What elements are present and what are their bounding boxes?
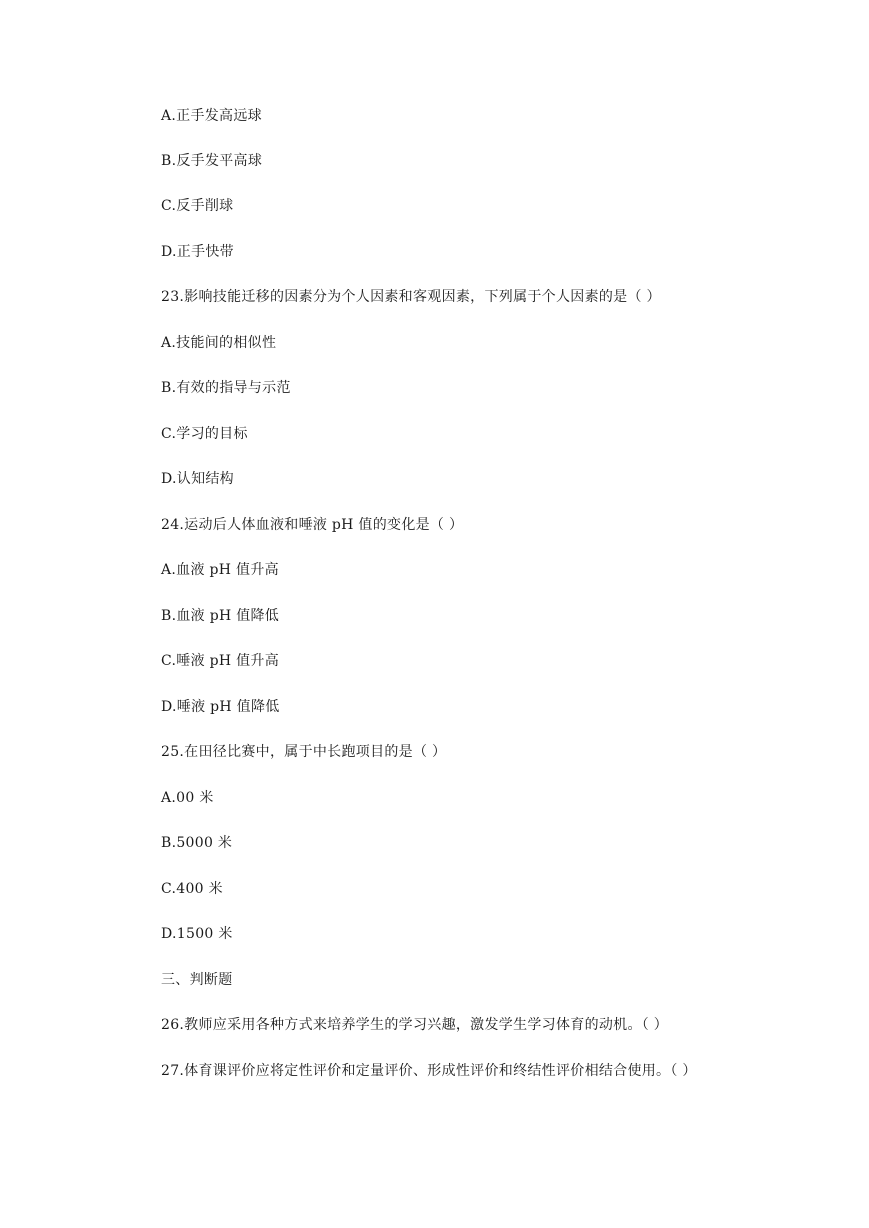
question-26: 26.教师应采用各种方式来培养学生的学习兴趣，激发学生学习体育的动机。（ ） — [161, 1017, 669, 1033]
q25-option-a: A.00 米 — [161, 790, 214, 806]
q22-option-c: C.反手削球 — [161, 198, 234, 214]
q24-option-a: A.血液 pH 值升高 — [161, 562, 279, 578]
q23-option-c: C.学习的目标 — [161, 426, 248, 442]
q23-option-b: B.有效的指导与示范 — [161, 380, 291, 396]
q24-option-b: B.血液 pH 值降低 — [161, 608, 280, 624]
q23-option-a: A.技能间的相似性 — [161, 335, 277, 351]
question-24: 24.运动后人体血液和唾液 pH 值的变化是（ ） — [161, 517, 464, 533]
question-25: 25.在田径比赛中，属于中长跑项目的是（ ） — [161, 744, 447, 760]
q23-option-d: D.认知结构 — [161, 471, 234, 487]
question-23: 23.影响技能迁移的因素分为个人因素和客观因素，下列属于个人因素的是（ ） — [161, 289, 661, 305]
q25-option-b: B.5000 米 — [161, 835, 233, 851]
q22-option-d: D.正手快带 — [161, 244, 234, 260]
q24-option-d: D.唾液 pH 值降低 — [161, 699, 280, 715]
q24-option-c: C.唾液 pH 值升高 — [161, 653, 280, 669]
q22-option-b: B.反手发平高球 — [161, 153, 263, 169]
q25-option-d: D.1500 米 — [161, 926, 233, 942]
q22-option-a: A.正手发高远球 — [161, 108, 262, 124]
section-heading-true-false: 三、判断题 — [161, 972, 233, 988]
q25-option-c: C.400 米 — [161, 881, 223, 897]
question-27: 27.体育课评价应将定性评价和定量评价、形成性评价和终结性评价相结合使用。（ ） — [161, 1063, 697, 1079]
